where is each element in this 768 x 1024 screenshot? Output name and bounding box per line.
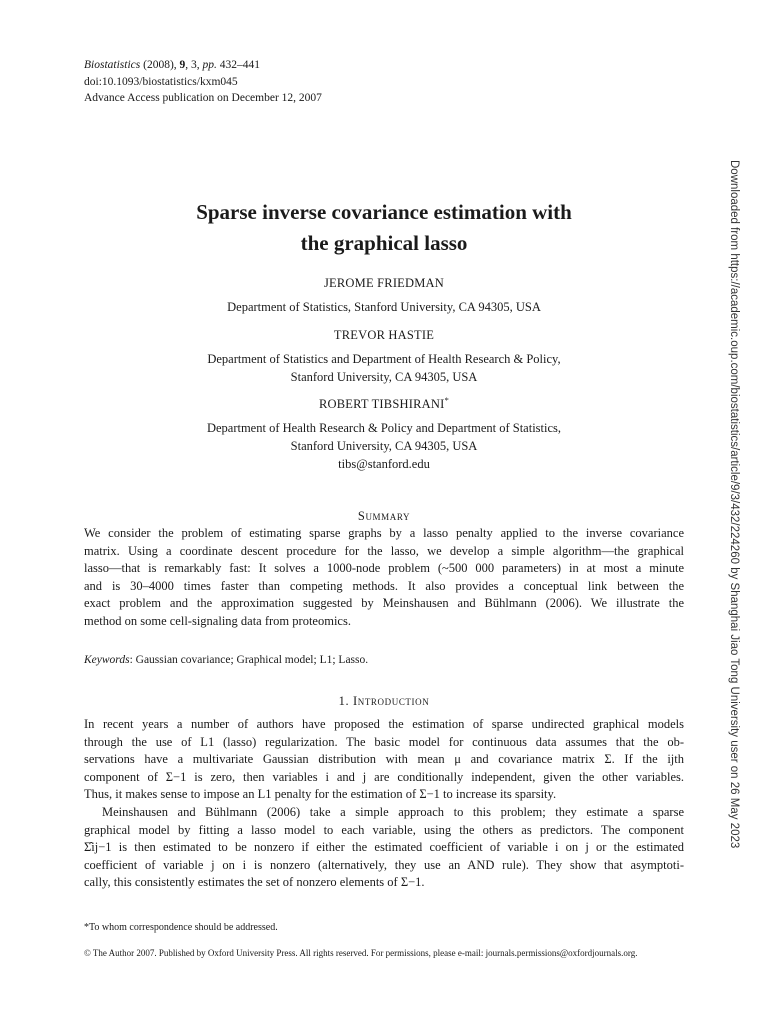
author-name: JEROME FRIEDMAN [323,276,445,290]
author-name: ROBERT TIBSHIRANI* [318,394,450,411]
journal-citation: Biostatistics (2008), 9, 3, pp. 432–441 [84,59,261,71]
download-watermark: Downloaded from https://academic.oup.com/biostatistics/article/9/3/432/224260 by Shanghai Jiao Tong University user on 26 May 2023 [728,160,740,849]
author-affiliation: Department of Statistics, Stanford University, CA 94305, USA [227,300,541,314]
author-email: tibs@stanford.edu [338,457,430,471]
footnote: *To whom correspondence should be addressed. [84,922,278,933]
copyright: © The Author 2007. Published by Oxford University Press. All rights reserved. For permissions, please e-mail: journals.permissions@oxfordjournals.org. [84,948,638,958]
journal-header [84,57,322,107]
author-affiliation: Department of Statistics and Department of Health Research & Policy, Stanford University, CA 94305, USA [207,352,561,384]
section-heading: 1. Introduction [338,694,430,708]
summary-paragraph: We consider the problem of estimating sparse graphs by a lasso penalty applied to the inverse covariance matrix. Using a coordinate descent procedure for the lasso, we develop a simple algorithm—the graphical lasso—that is remarkably fast: It solves a 1000-node problem (~500 000 parameters) in at most a minute and is 30–4000 times faster than competing methods. It also provides a conceptual link between the exact problem and the approximation suggested by Meinshausen and Bühlmann (2006). We illustrate the method on some cell-signaling data from proteomics. [84,526,684,628]
doi: doi:10.1093/biostatistics/kxm045 [84,75,238,88]
paper-title: Sparse inverse covariance estimation with the graphical lasso [196,200,572,255]
access-date: Advance Access publication on December 12, 2007 [84,92,322,104]
introduction-body: In recent years a number of authors have proposed the estimation of sparse undirected graphical models through the use of L1 (lasso) regularization. The basic model for continuous data assumes that the ob- servations have a multivariate Gaussian distribution with mean μ and covariance matrix Σ. If the ijth component of Σ−1 is zero, then variables i and j are conditionally independent, given the other variables. Thus, it makes sense to impose an L1 penalty for the estimation of Σ−1 to increase its sparsity. Meinshausen and Bühlmann (2006) take a simple approach to this problem; they estimate a sparse graphical model by fitting a lasso model to each variable, using the others as predictors. The component Σ̂ij−1 is then estimated to be nonzero if either the estimated coefficient of variable i on j or the estimated coefficient of variable j on i is nonzero (alternatively, they use an AND rule). They show that asymptoti- cally, this consistently estimates the set of nonzero elements of Σ−1. [84,717,684,890]
author-affiliation: Department of Health Research & Policy and Department of Statistics, Stanford University, CA 94305, USA [206,421,562,453]
author-name: TREVOR HASTIE [333,328,435,342]
summary-heading: Summary [357,509,411,523]
keywords: Keywords: Gaussian covariance; Graphical model; L1; Lasso. [84,654,369,666]
